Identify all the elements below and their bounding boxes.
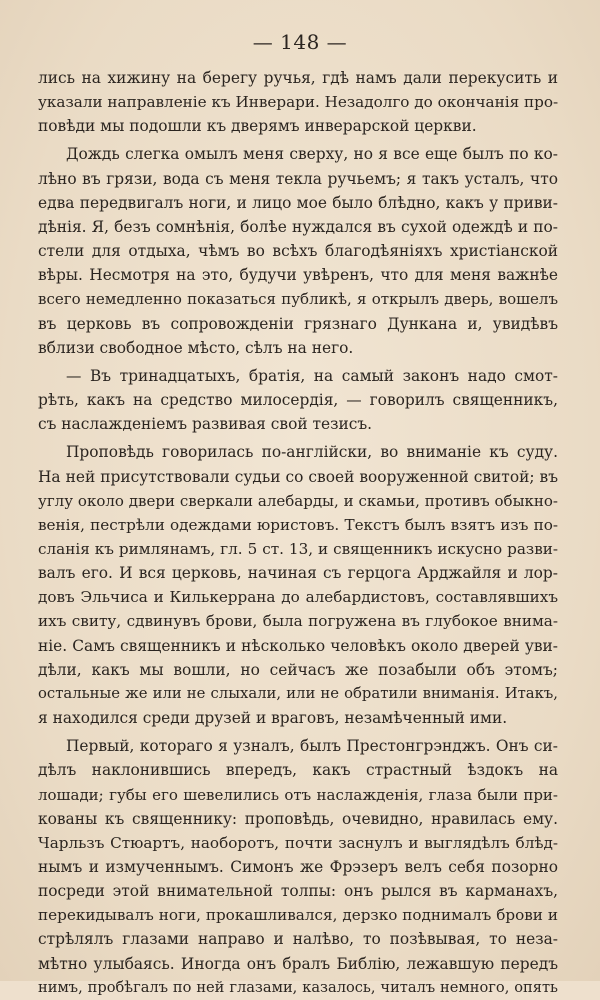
text-line: Чарльзъ Стюартъ, наоборотъ, почти заснулъ и выглядѣлъ блѣд- [38,833,558,852]
text-line: углу около двери сверкали алебарды, и скамьи, противъ обыкно- [38,491,558,510]
text-line: вблизи свободное мѣсто, сѣлъ на него. [38,338,354,357]
text-line: довъ Эльчиса и Килькеррана до алебардистовъ, составлявшихъ [38,588,558,607]
paragraph-3 [38,364,558,436]
text-line: венія, пестрѣли одеждами юристовъ. Текстъ былъ взятъ изъ по- [38,515,558,534]
text-line: лошади; губы его шевелились отъ наслажденія, глаза были при- [38,785,558,804]
text-line: нимъ, пробѣгалъ по ней глазами, казалось, читалъ немного, опять [38,978,558,996]
text-line: мѣтно улыбаясь. Иногда онъ бралъ Библію, лежавшую передъ [38,954,558,973]
text-line: сланія къ римлянамъ, гл. 5 ст. 13, и священникъ искусно разви- [38,539,558,558]
text-line: повѣди мы подошли къ дверямъ инверарской церкви. [38,117,477,136]
text-line: лись на хижину на берегу ручья, гдѣ намъ дали перекусить и [38,69,558,87]
paragraph-2 [38,142,558,359]
text-line: едва передвигалъ ноги, и лицо мое было блѣдно, какъ у приви- [38,193,558,212]
page-number: — 148 — [252,30,348,54]
text-line: всего немедленно показаться публикѣ, я открылъ дверь, вошелъ [38,290,558,309]
text-line: кованы къ священнику: проповѣдь, очевидно, нравилась ему. [38,809,558,828]
page-body [38,66,558,1000]
paragraph-4 [38,440,558,730]
text-line: остальные же или не слыхали, или не обратили вниманія. Итакъ, [38,684,558,702]
text-line: На ней присутствовали судьи со своей вооруженной свитой; въ [38,467,558,486]
paragraph-1 [38,66,558,138]
text-line: въ церковь въ сопровожденіи грязнаго Дункана и, увидѣвъ [38,314,558,333]
text-line: дѣли, какъ мы вошли, но сейчасъ же позабыли объ этомъ; [38,660,558,679]
text-line: Проповѣдь говорилась по-англійски, во вниманіе къ суду. [66,443,558,462]
text-line: дѣнія. Я, безъ сомнѣнія, болѣе нуждался въ сухой одеждѣ и по- [38,217,558,236]
text-line: стели для отдыха, чѣмъ во всѣхъ благодѣяніяхъ христіанской [38,242,558,261]
text-line: лѣно въ грязи, вода съ меня текла ручьемъ; я такъ усталъ, что [38,169,558,188]
paragraph-5 [38,734,558,1000]
text-line: перекидывалъ ноги, прокашливался, дерзко поднималъ брови и [38,906,558,925]
text-line: нымъ и измученнымъ. Симонъ же Фрэзеръ велъ себя позорно [38,858,558,876]
text-line: стрѣлялъ глазами направо и налѣво, то позѣвывая, то неза- [38,930,558,949]
text-line: указали направленіе къ Инверари. Незадолго до окончанія про- [38,93,558,112]
text-line: — Въ тринадцатыхъ, братія, на самый законъ надо смот- [66,366,558,385]
text-line: рѣть, какъ на средство милосердія, — говорилъ священникъ, [38,391,558,410]
text-line: валъ его. И вся церковь, начиная съ герцога Арджайля и лор- [38,564,558,583]
text-line: вѣры. Несмотря на это, будучи увѣренъ, что для меня важнѣе [38,266,558,285]
text-line: ихъ свиту, сдвинувъ брови, была погружена въ глубокое внима- [38,612,558,631]
text-line: посреди этой внимательной толпы: онъ рылся въ карманахъ, [38,882,558,901]
text-line: ніе. Самъ священникъ и нѣсколько человѣкъ около дверей уви- [38,636,558,655]
text-line: съ наслажденіемъ развивая свой тезисъ. [38,415,373,434]
text-line: Дождь слегка омылъ меня сверху, но я все еще былъ по ко- [66,145,558,164]
text-line: дѣлъ наклонившись впередъ, какъ страстный ѣздокъ на [38,761,558,780]
text-line: я находился среди друзей и враговъ, незамѣченный ими. [38,709,508,728]
text-line: Первый, котораго я узналъ, былъ Престонгрэнджъ. Онъ си- [66,737,558,756]
